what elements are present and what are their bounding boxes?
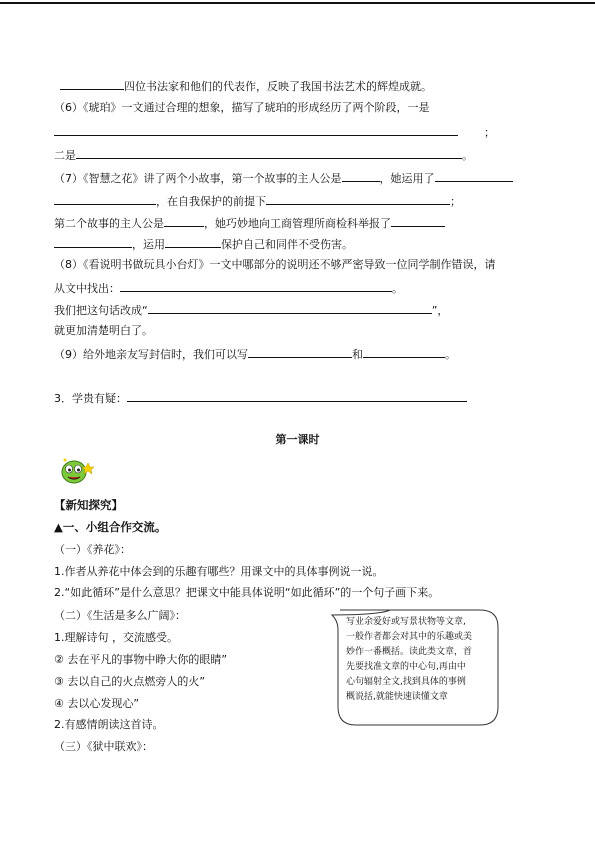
bubble-line: 一般作者都会对其中的乐趣或美 [346,632,473,642]
blank[interactable] [342,170,380,182]
blank[interactable] [164,215,204,227]
question-8-line-2: 从文中找出： 。 [54,282,403,295]
group-discussion-heading: ▲一、小组合作交流。 [54,520,167,534]
poem-line-3: ③ 去以自己的火点燃旁人的火” [54,675,206,688]
part-2-title: （二）《生活是多么广阔》： [54,609,186,622]
blank[interactable] [391,215,445,227]
part-1-title: （一）《养花》： [54,543,131,556]
blank[interactable] [363,346,445,358]
bubble-line: 写业余爱好或写景状物等文章, [346,617,466,627]
blank[interactable] [54,193,156,205]
blank[interactable] [266,193,450,205]
blank[interactable] [54,236,132,248]
line-calligraphy: 四位书法家和他们的代表作，反映了我国书法艺术的辉煌成就。 [60,78,432,94]
smiley-mascot-icon [57,455,95,485]
poem-line-2: ② 去在平凡的事物中睁大你的眼睛” [54,653,228,666]
bubble-line: 妙作一番概括。读此类文章，首 [346,647,473,657]
question-7-line-3: 第二个故事的主人公是 ，她巧妙地向工商管理所商检科举报了 [54,215,445,231]
blank[interactable] [127,390,467,402]
blank[interactable] [148,302,432,314]
bubble-line: 概说括,就能快速读懂文章 [346,692,448,702]
question-7-line-2: ，在自我保护的前提下 ； [54,193,461,209]
lesson-title: 第一课时 [275,433,320,446]
section-3-doubt: 3．学贵有疑： [54,390,467,406]
part-3-title: （三）《狱中联欢》： [54,740,153,753]
blank[interactable] [248,346,352,358]
part-1-q1: 1.作者从养花中体会到的乐趣有哪些？用课文中的具体事例说一说。 [54,565,384,578]
bubble-line: 心句辐射全文,找到具体的事例 [346,677,466,687]
question-6: （6）《琥珀》一文通过合理的想象，描写了琥珀的形成经历了两个阶段，一是 [54,101,430,114]
question-8-line-1: （8）《看说明书做玩具小台灯》一文中哪部分的说明还不够严密导致一位同学制作错误，请 [54,258,496,271]
bubble-line: 先要找准文章的中心句,再由中 [346,662,466,672]
question-8-line-4: 就更加清楚明白了。 [54,324,153,337]
blank[interactable] [120,280,392,292]
question-6-blank-1: ； [54,124,495,140]
blank[interactable] [435,170,513,182]
part-1-q2: 2.“如此循环”是什么意思？把课文中能具体说明“如此循环”的一个句子画下来。 [54,586,440,599]
question-9: （9）给外地亲友写封信时，我们可以写 和 。 [54,348,456,361]
question-6-blank-2: 二是 。 [54,149,473,162]
question-7-line-1: （7）《智慧之花》讲了两个小故事，第一个故事的主人公是 ，她运用了 [54,170,513,186]
blank[interactable] [60,78,124,90]
question-7-line-4: ，运用 保护自己和同伴不受伤害。 [54,236,353,252]
blank[interactable] [76,147,462,159]
top-rule [0,2,595,4]
part-2-q1: 1.理解诗句 ，交流感受。 [54,631,178,644]
bubble-tip-text [346,615,496,705]
part-2-q2: 2.有感情朗读这首诗。 [54,718,164,731]
blank[interactable] [54,124,458,136]
question-8-line-3: 我们把这句话改成“ ”， [54,304,449,317]
poem-line-4: ④ 去以心发现心” [54,697,140,710]
blank[interactable] [165,236,221,248]
section-heading-new-knowledge: 【新知探究】 [54,498,123,512]
